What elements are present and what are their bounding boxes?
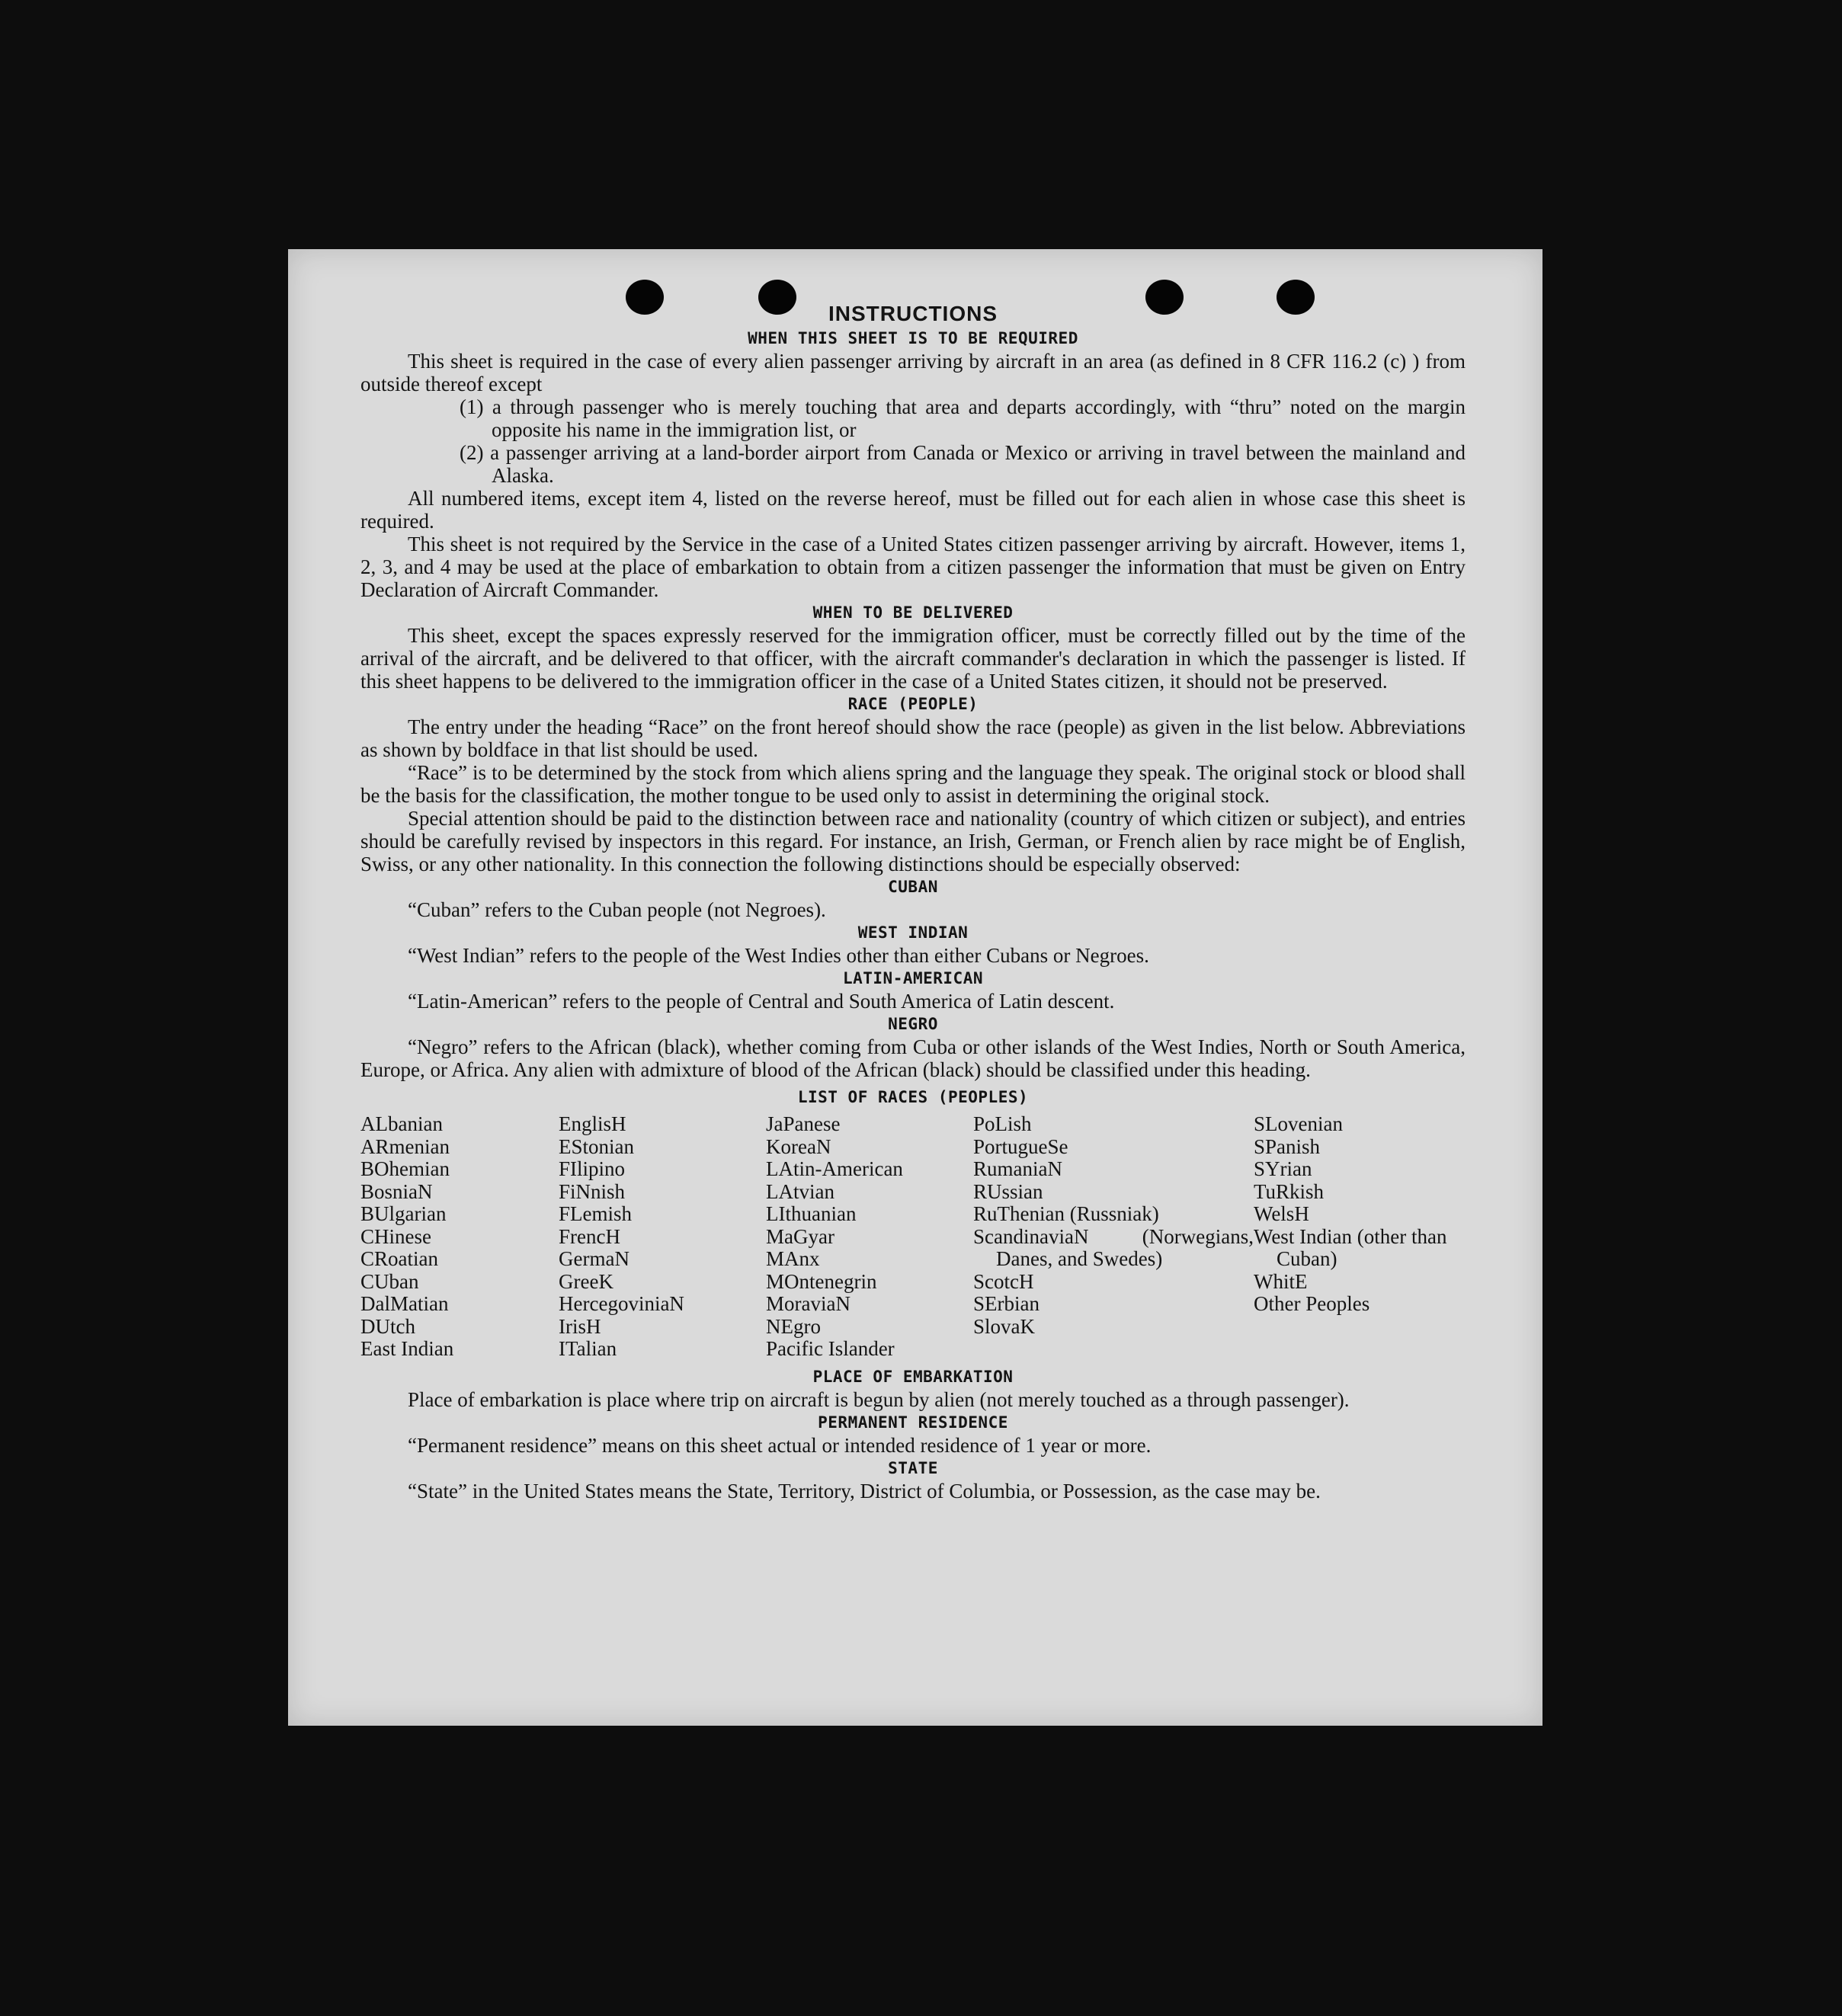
race-item: CHinese [360,1224,431,1248]
race-item: MaGyar [766,1224,835,1248]
race-item: DalMatian [360,1292,449,1315]
paragraph: Special attention should be paid to the distinction between race and nationality (country of which citizen or subject), and entries should be carefully revised by inspectors in this regard. For instance, an Irish, German, or French alien by race might be of English, Swiss, or any other nationality. In this connection the following distinctions should be especially observed: [360,807,1466,875]
race-item: HercegoviniaN [559,1292,684,1315]
paragraph: This sheet is required in the case of every alien passenger arriving by aircraft in an area (as defined in 8 CFR 116.2 (c) ) from outside thereof except [360,350,1466,395]
list-item: (1) a through passenger who is merely touching that area and departs accordingly, with “thru” noted on the margin opposite his name in the immigration list, or [460,395,1466,441]
race-item: NEgro [766,1314,821,1338]
race-item: SYrian [1254,1157,1312,1180]
paragraph: “Race” is to be determined by the stock from which aliens spring and the language they speak. The original stock or blood shall be the basis for the classification, the mother tongue to be used only to assist in determining the original stock. [360,761,1466,807]
race-item: MOntenegrin [766,1269,877,1293]
paragraph: The entry under the heading “Race” on the front hereof should show the race (people) as given in the list below. Abbreviations as shown by boldface in that list should be used. [360,715,1466,761]
race-item: East Indian [360,1337,454,1360]
subsection-heading: CUBAN [888,878,938,896]
race-item: GreeK [559,1269,613,1293]
race-item: ALbanian [360,1112,443,1135]
race-item: SLovenian [1254,1112,1343,1135]
race-item: PortugueSe [973,1134,1068,1158]
race-item: TuRkish [1254,1179,1325,1203]
section-heading: WHEN TO BE DELIVERED [812,603,1014,622]
paragraph: “State” in the United States means the State, Territory, District of Columbia, or Possession, as the case may be. [408,1479,1321,1502]
race-item: SErbian [973,1292,1040,1315]
paragraph: All numbered items, except item 4, listed on the reverse hereof, must be filled out for each alien in whose case this sheet is required. [360,487,1466,533]
section-heading: WHEN THIS SHEET IS TO BE REQUIRED [748,329,1078,347]
race-column [973,1113,1254,1361]
section-heading: LIST OF RACES (PEOPLES) [797,1088,1029,1106]
race-item: LAtvian [766,1179,835,1203]
race-item: SlovaK [973,1314,1035,1338]
race-item: ScandinaviaN (Norwegians, Danes, and Swedes) [973,1224,1254,1270]
section-heading: PLACE OF EMBARKATION [812,1367,1014,1386]
race-item: BosniaN [360,1179,433,1203]
race-item: RuThenian (Russniak) [973,1202,1159,1225]
race-item: BUlgarian [360,1202,447,1225]
race-column [360,1113,559,1361]
instructions-body [360,301,1466,1502]
page-title: INSTRUCTIONS [828,302,998,325]
race-item: ARmenian [360,1134,450,1158]
race-item: EnglisH [559,1112,626,1135]
document-sheet [288,249,1542,1726]
paragraph: “Latin-American” refers to the people of Central and South America of Latin descent. [408,990,1115,1013]
section-heading: STATE [888,1458,938,1477]
race-item: FrencH [559,1224,620,1248]
race-item: IrisH [559,1314,601,1338]
paragraph: “Negro” refers to the African (black), whether coming from Cuba or other islands of the West Indies, North or South America, Europe, or Africa. Any alien with admixture of blood of the African (black) should be classified under this heading. [360,1035,1466,1081]
race-column [559,1113,766,1361]
race-item: FIlipino [559,1157,626,1180]
race-item: PoLish [973,1112,1032,1135]
paragraph: This sheet, except the spaces expressly reserved for the immigration officer, must be correctly filled out by the time of the arrival of the aircraft, and be delivered to that officer, with the aircraft commander's declaration in which the passenger is listed. If this sheet happens to be delivered to the immigration officer in the case of a United States citizen, it should not be preserved. [360,624,1466,693]
race-item: LIthuanian [766,1202,857,1225]
paragraph: “Cuban” refers to the Cuban people (not Negroes). [408,898,826,921]
paragraph: This sheet is not required by the Service in the case of a United States citizen passenger arriving by aircraft. However, items 1, 2, 3, and 4 may be used at the place of embarkation to obtain from a citizen passenger the information that must be given on Entry Declaration of Aircraft Commander. [360,533,1466,601]
race-item: CRoatian [360,1247,438,1270]
race-item: MAnx [766,1247,820,1270]
paragraph: “West Indian” refers to the people of the West Indies other than either Cubans or Negroes. [408,944,1149,967]
race-item: Pacific Islander [766,1337,895,1360]
paragraph: “Permanent residence” means on this sheet actual or intended residence of 1 year or more. [408,1433,1152,1457]
race-item: WelsH [1254,1202,1309,1225]
race-item: BOhemian [360,1157,450,1180]
race-item: EStonian [559,1134,634,1158]
race-item: FLemish [559,1202,633,1225]
race-item: GermaN [559,1247,629,1270]
race-item: SPanish [1254,1134,1321,1158]
race-column [1254,1113,1466,1361]
subsection-heading: WEST INDIAN [857,923,969,942]
list-item: (2) a passenger arriving at a land-border airport from Canada or Mexico or arriving in travel between the mainland and Alaska. [460,441,1466,487]
race-item: West Indian (other than Cuban) [1254,1224,1447,1270]
race-item: KoreaN [766,1134,831,1158]
race-item: FiNnish [559,1179,626,1203]
race-list [360,1113,1466,1361]
subsection-heading: NEGRO [888,1015,938,1033]
race-item: LAtin-American [766,1157,903,1180]
race-item: DUtch [360,1314,415,1338]
race-item: JaPanese [766,1112,841,1135]
race-item: CUban [360,1269,419,1293]
race-item: RumaniaN [973,1157,1062,1180]
race-item: Other Peoples [1254,1292,1370,1315]
section-heading: RACE (PEOPLE) [847,695,979,713]
race-column [766,1113,973,1361]
race-item: MoraviaN [766,1292,851,1315]
race-item: WhitE [1254,1269,1308,1293]
race-item: ScotcH [973,1269,1034,1293]
section-heading: PERMANENT RESIDENCE [818,1413,1008,1432]
race-item: ITalian [559,1337,617,1360]
paragraph: Place of embarkation is place where trip on aircraft is begun by alien (not merely touched as a through passenger). [408,1387,1350,1411]
subsection-heading: LATIN-AMERICAN [842,969,983,987]
race-item: RUssian [973,1179,1043,1203]
